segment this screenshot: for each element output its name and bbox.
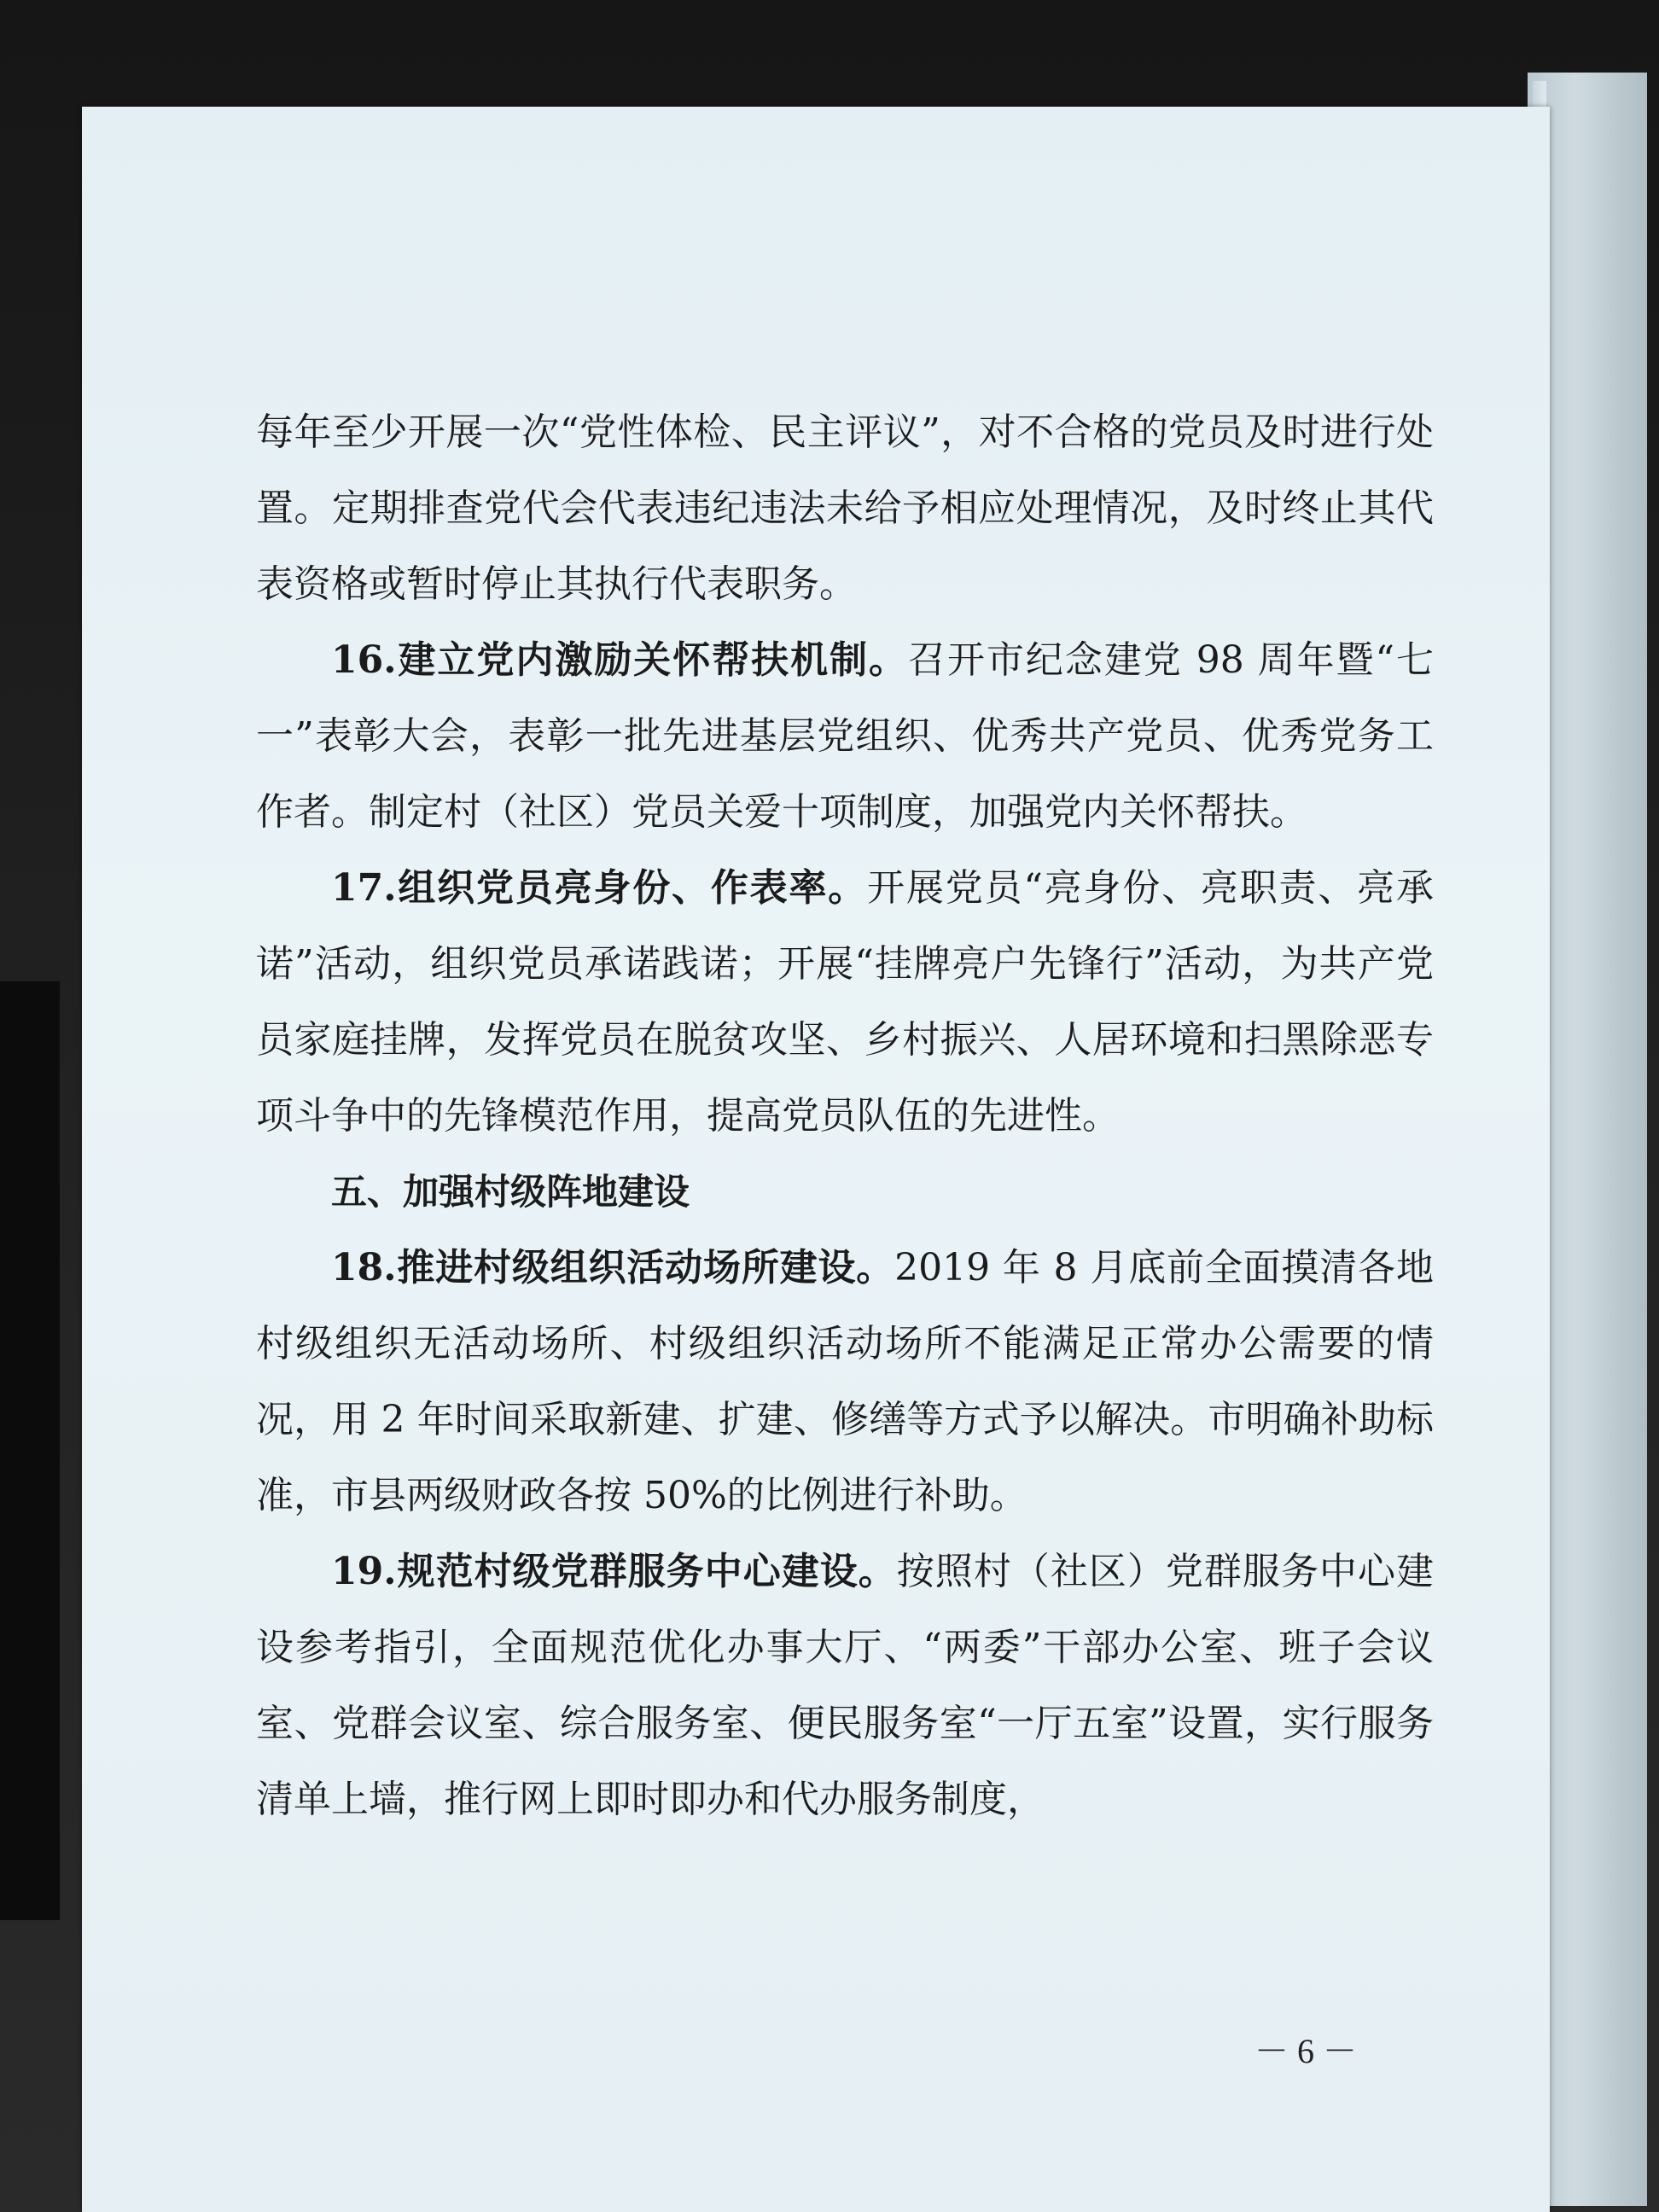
paragraph-continuation bbox=[256, 394, 1434, 622]
document-body bbox=[256, 394, 1434, 1837]
paragraph-item-19 bbox=[256, 1534, 1434, 1837]
paragraph-text: 2019 年 8 月底前全面摸清各地村级组织无活动场所、村级组织活动场所不能满足正常办公需要的情况，用 2 年时间采取新建、扩建、修缮等方式予以解决。市明确补助标准，市县两级财政各按 50%的比例进行补助。 bbox=[256, 1246, 1434, 1517]
paragraph-text: 按照村（社区）党群服务中心建设参考指引，全面规范优化办事大厅、“两委”干部办公室、班子会议室、党群会议室、综合服务室、便民服务室“一厅五室”设置，实行服务清单上墙，推行网上即时即办和代办服务制度， bbox=[256, 1550, 1434, 1821]
paragraph-text: 每年至少开展一次“党性体检、民主评议”，对不合格的党员及时进行处置。定期排查党代会代表违纪违法未给予相应处理情况，及时终止其代表资格或暂时停止其执行代表职务。 bbox=[256, 410, 1434, 606]
paragraph-text: 召开市纪念建党 98 周年暨“七一”表彰大会，表彰一批先进基层党组织、优秀共产党员、优秀党务工作者。制定村（社区）党员关爱十项制度，加强党内关怀帮扶。 bbox=[256, 638, 1434, 834]
paragraph-item-17 bbox=[256, 850, 1434, 1154]
item-heading: 18.推进村级组织活动场所建设。 bbox=[331, 1246, 895, 1289]
item-heading: 19.规范村级党群服务中心建设。 bbox=[331, 1550, 897, 1593]
paragraph-text: 开展党员“亮身份、亮职责、亮承诺”活动，组织党员承诺践诺；开展“挂牌亮户先锋行”活动，为共产党员家庭挂牌，发挥党员在脱贫攻坚、乡村振兴、人居环境和扫黑除恶专项斗争中的先锋模范作用，提高党员队伍的先进性。 bbox=[256, 866, 1434, 1138]
item-heading: 17.组织党员亮身份、作表率。 bbox=[331, 866, 868, 910]
item-heading: 16.建立党内激励关怀帮扶机制。 bbox=[331, 638, 909, 682]
page-number: － 6 － bbox=[1254, 2032, 1357, 2070]
paragraph-item-18 bbox=[256, 1230, 1434, 1534]
background-shadow bbox=[0, 981, 60, 1920]
section-heading: 五、加强村级阵地建设 bbox=[331, 1171, 690, 1213]
paragraph-item-16 bbox=[256, 622, 1434, 850]
